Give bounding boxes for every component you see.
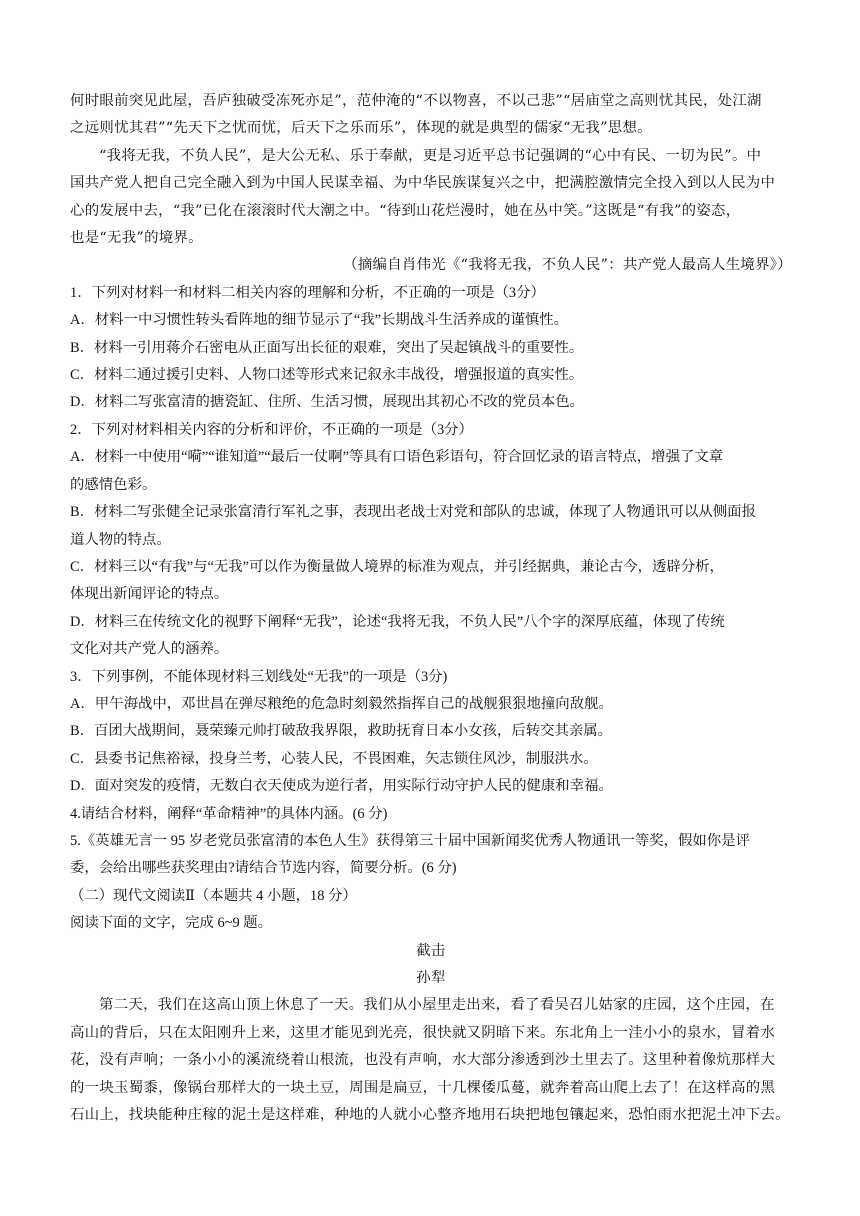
passage-title: 截击 — [416, 942, 446, 959]
question-4: 4.请结合材料，阐释“革命精神”的具体内涵。(6 分) — [70, 805, 388, 822]
question-2-option-b: B．材料二写张健全记录张富清行军礼之事，表现出老战士对党和部队的忠诚，体现了人物通讯可以从侧面报 — [70, 504, 756, 521]
section-heading: （二）现代文阅读Ⅱ（本题共 4 小题，18 分） — [70, 887, 357, 904]
question-3-option-a: A．甲午海战中，邓世昌在弹尽粮绝的危急时刻毅然指挥自己的战舰狠狠地撞向敌舰。 — [70, 695, 613, 712]
passage-line: 也是“无我”的境界。 — [70, 230, 203, 247]
question-3-stem: 3．下列事例，不能体现材料三划线处“无我”的一项是（3分) — [70, 668, 448, 685]
question-2-option-c: C．材料三以“有我”与“无我”可以作为衡量做人境界的标准为观点，并引经据典，兼论古今，透辟分析， — [70, 558, 724, 575]
story-line: 第二天，我们在这高山顶上休息了一天。我们从小屋里走出来，看了看吴召儿姑家的庄园，这个庄园，在 — [99, 997, 775, 1014]
question-2-stem: 2．下列对材料相关内容的分析和评价，不正确的一项是（3分） — [70, 421, 473, 438]
passage-line: 何时眼前突见此屋，吾庐独破受冻死亦足”，范仲淹的“不以物喜，不以己悲”“居庙堂之高则忧其民，处江湖 — [70, 93, 762, 109]
question-5-cont: 委，会给出哪些获奖理由?请结合节选内容，简要分析。(6 分) — [70, 860, 457, 877]
passage-line: 心的发展中去，“我”已化在滚滚时代大潮之中。“待到山花烂漫时，她在丛中笑。”这既是“有我”的姿态， — [70, 202, 741, 219]
story-line: 花，没有声响；一条小小的溪流绕着山根流，也没有声响，水大部分渗透到沙土里去了。这里种着像炕那样大 — [70, 1052, 776, 1069]
document-page — [70, 88, 792, 1129]
question-1-option-b: B．材料一引用蒋介石密电从正面写出长征的艰难，突出了吴起镇战斗的重要性。 — [70, 339, 584, 356]
story-line: 的一块玉蜀黍，像锅台那样大的一块土豆，周围是扁豆，十几棵倭瓜蔓，就奔着高山爬上去了！在这样高的黑 — [70, 1079, 776, 1096]
question-2-option-d: D．材料三在传统文化的视野下阐释“无我”，论述“我将无我，不负人民”八个字的深厚底蕴，体现了传统 — [70, 613, 725, 630]
question-2-option-d-cont: 文化对共产党人的涵养。 — [70, 641, 229, 658]
story-line: 高山的背后，只在太阳刚升上来，这里才能见到光亮，很快就又阴暗下来。东北角上一洼小小的泉水，冒着水 — [70, 1024, 776, 1041]
question-2-option-a: A．材料一中使用“嗬”“谁知道”“最后一仗啊”等具有口语色彩语句，符合回忆录的语言特点，增强了文章 — [70, 449, 724, 466]
question-1-stem: 1．下列对材料一和材料二相关内容的理解和分析，不正确的一项是（3分） — [70, 284, 545, 301]
question-1-option-c: C．材料二通过援引史料、人物口述等形式来记叙永丰战役，增强报道的真实性。 — [70, 367, 584, 384]
question-5: 5.《英雄无言一 95 岁老党员张富清的本色人生》获得第三十届中国新闻奖优秀人物通讯一等奖，假如你是评 — [70, 832, 750, 849]
passage-line: 国共产党人把自己完全融入到为中国人民谋幸福、为中华民族谋复兴之中，把满腔激情完全投入到以人民为中 — [70, 175, 776, 192]
question-2-option-a-cont: 的感情色彩。 — [70, 476, 157, 493]
question-3-option-b: B．百团大战期间，聂荣臻元帅打破敌我界限，救助抚育日本小女孩，后转交其亲属。 — [70, 723, 613, 740]
source-citation: （摘编自肖伟光《“我将无我，不负人民”：共产党人最高人生境界》） — [343, 257, 792, 274]
passage-author: 孙犁 — [416, 970, 446, 986]
question-3-option-c: C．县委书记焦裕禄，投身兰考，心装人民，不畏困难，矢志锁住风沙，制服洪水。 — [70, 750, 598, 767]
question-2-option-b-cont: 道人物的特点。 — [70, 531, 171, 548]
section-instruction: 阅读下面的文字，完成 6~9 题。 — [70, 915, 273, 932]
question-3-option-d: D．面对突发的疫情，无数白衣天使成为逆行者，用实际行动守护人民的健康和幸福。 — [70, 778, 613, 795]
question-1-option-d: D．材料二写张富清的搪瓷缸、住所、生活习惯，展现出其初心不改的党员本色。 — [70, 394, 585, 411]
passage-line: 之远则忧其君”“先天下之忧而忧，后天下之乐而乐”，体现的就是典型的儒家“无我”思想。 — [70, 120, 652, 137]
passage-line: “我将无我，不负人民”，是大公无私、乐于奉献，更是习近平总书记强调的“心中有民、一切为民”。中 — [99, 147, 762, 164]
question-2-option-c-cont: 体现出新闻评论的特点。 — [70, 586, 229, 603]
story-line: 石山上，找块能种庄稼的泥土是这样难，种地的人就小心整齐地用石块把地包镶起来，恐怕雨水把泥土冲下去。 — [70, 1107, 790, 1124]
question-1-option-a: A．材料一中习惯性转头看阵地的细节显示了“我”长期战斗生活养成的谨慎性。 — [70, 312, 569, 329]
